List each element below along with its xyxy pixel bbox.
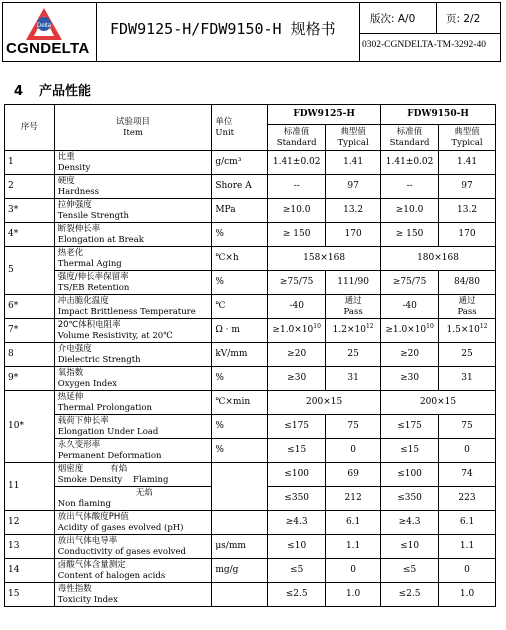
typ-zh: 典型值: [340, 126, 366, 137]
table-row: [5, 271, 496, 295]
row-unit: [212, 463, 268, 511]
row-seq: 13: [5, 535, 55, 559]
item-en: Thermal Aging: [57, 258, 122, 269]
cell-a-std: --: [268, 175, 326, 199]
row-item: [54, 319, 212, 343]
cell-a-typ: 1.41: [326, 151, 381, 175]
header-divider: [96, 2, 97, 62]
cell-b-std: ≥ 150: [381, 223, 439, 247]
value-exponent: 12: [479, 323, 488, 330]
row-seq: 14: [5, 559, 55, 583]
cell-b-std: ≤350: [381, 487, 439, 511]
cell-b-typ: 223: [439, 487, 496, 511]
item-zh: 拉伸强度: [57, 199, 92, 210]
row-unit: Ω · m: [212, 319, 268, 343]
delta-logo-icon: [22, 6, 66, 42]
cell-a-std: ≥10.0: [268, 199, 326, 223]
document-number: 0302-CGNDELTA-TM-3292-40: [362, 40, 486, 50]
table-row: [5, 319, 496, 343]
cell-a-typ: [326, 319, 381, 343]
cell-a-typ: 1.1: [326, 535, 381, 559]
table-row: [5, 367, 496, 391]
item-zh: 冲击脆化温度: [57, 295, 109, 306]
item-zh: 氧指数: [57, 367, 84, 378]
row-item: [54, 175, 212, 199]
table-row: [5, 511, 496, 535]
cell-a-typ: 31: [326, 367, 381, 391]
std-header: [381, 125, 439, 151]
cell-b-std: ≥4.3: [381, 511, 439, 535]
row-item: [54, 511, 212, 535]
cell-a-std: ≤5: [268, 559, 326, 583]
table-row: [5, 559, 496, 583]
cell-b-typ: [439, 319, 496, 343]
table-row: [5, 415, 496, 439]
row-item: [54, 535, 212, 559]
cell-b-typ: 1.41: [439, 151, 496, 175]
std-zh: 标准值: [396, 126, 423, 137]
row-seq: 10*: [5, 391, 55, 463]
cell-b-std: -40: [381, 295, 439, 319]
item-zh: 无焰: [135, 487, 153, 498]
section-number: 4: [14, 84, 24, 99]
cell-b-typ: 25: [439, 343, 496, 367]
item-zh: 20℃体积电阻率: [57, 319, 121, 330]
document-title: FDW9125-H/FDW9150-H 规格书: [110, 20, 336, 38]
row-seq: 4*: [5, 223, 55, 247]
std-en: Standard: [276, 137, 317, 148]
row-unit: %: [212, 367, 268, 391]
cell-a-std: 1.41±0.02: [268, 151, 326, 175]
cell-b-std: ≤15: [381, 439, 439, 463]
cell-a-std: ≤350: [268, 487, 326, 511]
row-unit: g/cm³: [212, 151, 268, 175]
item-en: Hardness: [57, 186, 99, 197]
cell-b-typ: 97: [439, 175, 496, 199]
table-row: [5, 223, 496, 247]
item-en: Toxicity Index: [57, 594, 118, 605]
cell-b-typ: 13.2: [439, 199, 496, 223]
cell-b-std: 1.41±0.02: [381, 151, 439, 175]
row-seq: 1: [5, 151, 55, 175]
cell-a-typ: 75: [326, 415, 381, 439]
cell-a-typ: [326, 295, 381, 319]
row-unit: ℃×h: [212, 247, 268, 271]
row-item: [54, 271, 212, 295]
typ-zh: 典型值: [454, 126, 480, 137]
cell-a-typ: 13.2: [326, 199, 381, 223]
item-en: Acidity of gases evolved (pH): [57, 522, 184, 533]
table-row: [5, 535, 496, 559]
row-unit: kV/mm: [212, 343, 268, 367]
item-en: Elongation at Break: [57, 234, 144, 245]
row-seq: 12: [5, 511, 55, 535]
table-row: [5, 583, 496, 607]
row-item: [54, 583, 212, 607]
value-exponent: 12: [365, 323, 374, 330]
item-en: Tensile Strength: [57, 210, 129, 221]
cell-b-std: [381, 319, 439, 343]
cell-b-std: ≤5: [381, 559, 439, 583]
row-unit: ℃: [212, 295, 268, 319]
row-item: [54, 487, 212, 511]
item-en: Permanent Deformation: [57, 450, 162, 461]
item-zh: 卤酸气体含量测定: [57, 559, 126, 570]
col-unit-header: [212, 105, 268, 151]
row-item: [54, 415, 212, 439]
item-en: Volume Resistivity, at 20℃: [57, 330, 173, 341]
item-zh: 永久变形率: [57, 439, 101, 450]
typ-header: [326, 125, 381, 151]
cell-a-std: ≥30: [268, 367, 326, 391]
cell-b-typ: 170: [439, 223, 496, 247]
item-en: Thermal Prolongation: [57, 402, 152, 413]
item-zh: 放出气体酸度PH值: [57, 511, 129, 522]
header-divider: [436, 2, 437, 33]
header-divider: [359, 33, 501, 34]
cell-b-std: ≤175: [381, 415, 439, 439]
item-zh: 毒性指数: [57, 583, 92, 594]
row-item: [54, 391, 212, 415]
cell-b-std: ≥75/75: [381, 271, 439, 295]
cell-a-typ: 97: [326, 175, 381, 199]
row-seq: 11: [5, 463, 55, 511]
table-row: [5, 439, 496, 463]
cell-b-std: ≥10.0: [381, 199, 439, 223]
cell-a-std: ≤10: [268, 535, 326, 559]
cell-b-std: --: [381, 175, 439, 199]
item-zh: 载荷下伸长率: [57, 415, 109, 426]
table-row: [5, 199, 496, 223]
cell-b-std: ≤10: [381, 535, 439, 559]
row-item: [54, 439, 212, 463]
cell-b-typ: 84/80: [439, 271, 496, 295]
pass-zh: 通过: [458, 295, 476, 306]
cell-a-typ: 25: [326, 343, 381, 367]
col-item-zh: 试验项目: [116, 116, 151, 127]
row-seq: 8: [5, 343, 55, 367]
table-row: [5, 463, 496, 487]
col-unit-zh: 单位: [215, 116, 233, 127]
item-zh: 断裂伸长率: [57, 223, 101, 234]
cell-b-merged: 180×168: [381, 247, 496, 271]
cell-b-std: ≤100: [381, 463, 439, 487]
item-zh: 热老化: [57, 247, 84, 258]
cell-b-typ: 1.0: [439, 583, 496, 607]
cell-b-std: ≥20: [381, 343, 439, 367]
item-zh: 热延伸: [57, 391, 84, 402]
row-unit: μs/mm: [212, 535, 268, 559]
value-exponent: 10: [426, 323, 434, 330]
version-label: 版次: A/0: [370, 13, 416, 25]
item-zh: 硬度: [57, 175, 75, 186]
section-title: 产品性能: [39, 84, 92, 99]
cell-a-typ: 0: [326, 439, 381, 463]
col-item-en: Item: [123, 127, 143, 138]
item-en: TS/EB Retention: [57, 282, 130, 293]
row-unit: %: [212, 439, 268, 463]
item-en: Impact Brittleness Temperature: [57, 306, 196, 317]
row-item: [54, 295, 212, 319]
cell-b-merged: 200×15: [381, 391, 496, 415]
cell-a-merged: 158×168: [268, 247, 381, 271]
table-row: [5, 391, 496, 415]
item-zh: 比重: [57, 151, 75, 162]
spec-table: [4, 104, 496, 607]
item-zh: 介电强度: [57, 343, 92, 354]
cell-a-std: ≤15: [268, 439, 326, 463]
row-item: [54, 343, 212, 367]
cell-a-std: ≤175: [268, 415, 326, 439]
item-en: Density: [57, 162, 91, 173]
table-header-row: [5, 105, 496, 125]
value-exponent: 10: [313, 323, 321, 330]
cell-a-typ: 111/90: [326, 271, 381, 295]
value-base: ≥1.0×10: [385, 325, 427, 335]
page-label: 页: 2/2: [446, 13, 481, 25]
cell-b-std: ≤2.5: [381, 583, 439, 607]
cell-a-std: ≤2.5: [268, 583, 326, 607]
row-unit: %: [212, 223, 268, 247]
logo-small-text: Delta: [36, 23, 52, 29]
cell-a-typ: 69: [326, 463, 381, 487]
cell-a-std: -40: [268, 295, 326, 319]
item-en: Oxygen Index: [57, 378, 118, 389]
row-seq: 7*: [5, 319, 55, 343]
row-item: [54, 151, 212, 175]
cell-b-typ: 74: [439, 463, 496, 487]
std-header: [268, 125, 326, 151]
pass-en: Pass: [343, 306, 363, 317]
std-zh: 标准值: [283, 126, 310, 137]
row-unit: [212, 511, 268, 535]
row-item: [54, 463, 212, 487]
cell-a-std: ≥4.3: [268, 511, 326, 535]
cell-b-typ: [439, 295, 496, 319]
row-unit: MPa: [212, 199, 268, 223]
row-unit: %: [212, 271, 268, 295]
cell-b-typ: 31: [439, 367, 496, 391]
col-unit-en: Unit: [215, 127, 235, 138]
row-unit: ℃×min: [212, 391, 268, 415]
cell-a-typ: 0: [326, 559, 381, 583]
cell-b-typ: 1.1: [439, 535, 496, 559]
item-zh: 放出气体电导率: [57, 535, 118, 546]
item-en: Conductivity of gases evolved: [57, 546, 186, 557]
typ-en: Typical: [451, 137, 483, 148]
logo-text: CGNDELTA: [6, 40, 90, 57]
typ-en: Typical: [337, 137, 369, 148]
item-en: Content of halogen acids: [57, 570, 166, 581]
item-en: Dielectric Strength: [57, 354, 141, 365]
cell-a-std: ≤100: [268, 463, 326, 487]
table-row: [5, 175, 496, 199]
item-zh: 强度/伸长率保留率: [57, 271, 129, 282]
row-seq: 5: [5, 247, 55, 295]
cell-a-std: ≥ 150: [268, 223, 326, 247]
col-item-header: [54, 105, 212, 151]
value-base: ≥1.0×10: [272, 325, 314, 335]
item-en: Smoke Density Flaming: [57, 474, 169, 485]
row-item: [54, 367, 212, 391]
cell-a-typ: 170: [326, 223, 381, 247]
cell-a-typ: 212: [326, 487, 381, 511]
col-seq-header: 序号: [5, 105, 55, 151]
item-en: Elongation Under Load: [57, 426, 159, 437]
table-row: [5, 343, 496, 367]
item-en: Non flaming: [57, 498, 111, 509]
cell-b-typ: 0: [439, 559, 496, 583]
model-a-header: FDW9125-H: [268, 105, 381, 125]
cell-b-typ: 75: [439, 415, 496, 439]
row-seq: 9*: [5, 367, 55, 391]
row-unit: mg/g: [212, 559, 268, 583]
cell-a-typ: 6.1: [326, 511, 381, 535]
value-base: 1.2×10: [332, 325, 366, 335]
table-row: [5, 151, 496, 175]
row-item: [54, 223, 212, 247]
row-item: [54, 247, 212, 271]
value-base: 1.5×10: [446, 325, 480, 335]
cell-b-typ: 0: [439, 439, 496, 463]
row-item: [54, 199, 212, 223]
row-seq: 2: [5, 175, 55, 199]
pass-zh: 通过: [344, 295, 362, 306]
pass-en: Pass: [457, 306, 477, 317]
row-item: [54, 559, 212, 583]
table-row: [5, 247, 496, 271]
std-en: Standard: [389, 137, 430, 148]
table-row: [5, 295, 496, 319]
row-unit: Shore A: [212, 175, 268, 199]
row-unit: %: [212, 415, 268, 439]
cell-a-std: [268, 319, 326, 343]
cell-a-typ: 1.0: [326, 583, 381, 607]
header-divider: [359, 2, 360, 62]
cell-a-std: ≥20: [268, 343, 326, 367]
item-zh: 烟密度 有焰: [57, 463, 128, 474]
row-seq: 3*: [5, 199, 55, 223]
row-seq: 15: [5, 583, 55, 607]
model-b-header: FDW9150-H: [381, 105, 496, 125]
cell-b-typ: 6.1: [439, 511, 496, 535]
typ-header: [439, 125, 496, 151]
cell-b-std: ≥30: [381, 367, 439, 391]
cell-a-merged: 200×15: [268, 391, 381, 415]
section-heading: [14, 80, 91, 99]
cell-a-std: ≥75/75: [268, 271, 326, 295]
row-unit: [212, 583, 268, 607]
row-seq: 6*: [5, 295, 55, 319]
